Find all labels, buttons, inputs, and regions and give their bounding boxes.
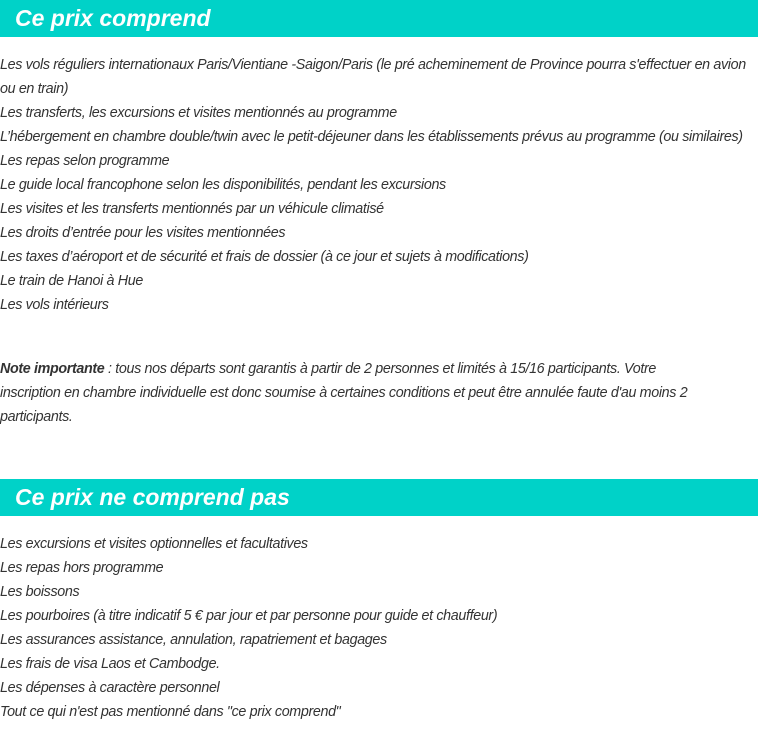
list-item: Les boissons bbox=[0, 584, 80, 600]
list-item: Les repas hors programme bbox=[0, 560, 164, 576]
list-item: Les pourboires (à titre indicatif 5 € par jour et par personne pour guide et chauffeur) bbox=[0, 608, 498, 624]
section-header-excluded bbox=[0, 479, 758, 516]
excluded-list bbox=[0, 532, 756, 724]
included-list bbox=[0, 53, 756, 317]
list-item: Les repas selon programme bbox=[0, 153, 170, 169]
important-note-label: Note importante bbox=[0, 361, 105, 377]
section-title-included: Ce prix comprend bbox=[15, 5, 211, 31]
list-item: L’hébergement en chambre double/twin avec le petit-déjeuner dans les établissements prévus au programme (ou similaires) bbox=[0, 129, 743, 145]
list-item: Les visites et les transferts mentionnés par un véhicule climatisé bbox=[0, 201, 384, 217]
list-item: Les vols réguliers internationaux Paris/Vientiane -Saigon/Paris (le pré acheminement de Province pourra s'effectuer en avion ou en train) bbox=[0, 57, 746, 97]
section-header-included bbox=[0, 0, 758, 37]
list-item: Le guide local francophone selon les disponibilités, pendant les excursions bbox=[0, 177, 446, 193]
list-item: Les transferts, les excursions et visites mentionnés au programme bbox=[0, 105, 397, 121]
section-title-excluded: Ce prix ne comprend pas bbox=[15, 484, 290, 510]
list-item: Les dépenses à caractère personnel bbox=[0, 680, 220, 696]
list-item: Les excursions et visites optionnelles et facultatives bbox=[0, 536, 308, 552]
list-item: Les taxes d’aéroport et de sécurité et frais de dossier (à ce jour et sujets à modifications) bbox=[0, 249, 529, 265]
list-item: Tout ce qui n'est pas mentionné dans "ce prix comprend" bbox=[0, 704, 341, 720]
list-item: Le train de Hanoi à Hue bbox=[0, 273, 143, 289]
important-note bbox=[0, 357, 720, 429]
list-item: Les assurances assistance, annulation, rapatriement et bagages bbox=[0, 632, 387, 648]
list-item: Les droits d’entrée pour les visites mentionnées bbox=[0, 225, 286, 241]
important-note-text: : tous nos départs sont garantis à partir de 2 personnes et limités à 15/16 participants. Votre inscription en chambre individuelle est donc soumise à certaines conditions et peut être annulée faute d'au moins 2 participants. bbox=[0, 361, 688, 425]
list-item: Les vols intérieurs bbox=[0, 297, 109, 313]
list-item: Les frais de visa Laos et Cambodge. bbox=[0, 656, 220, 672]
